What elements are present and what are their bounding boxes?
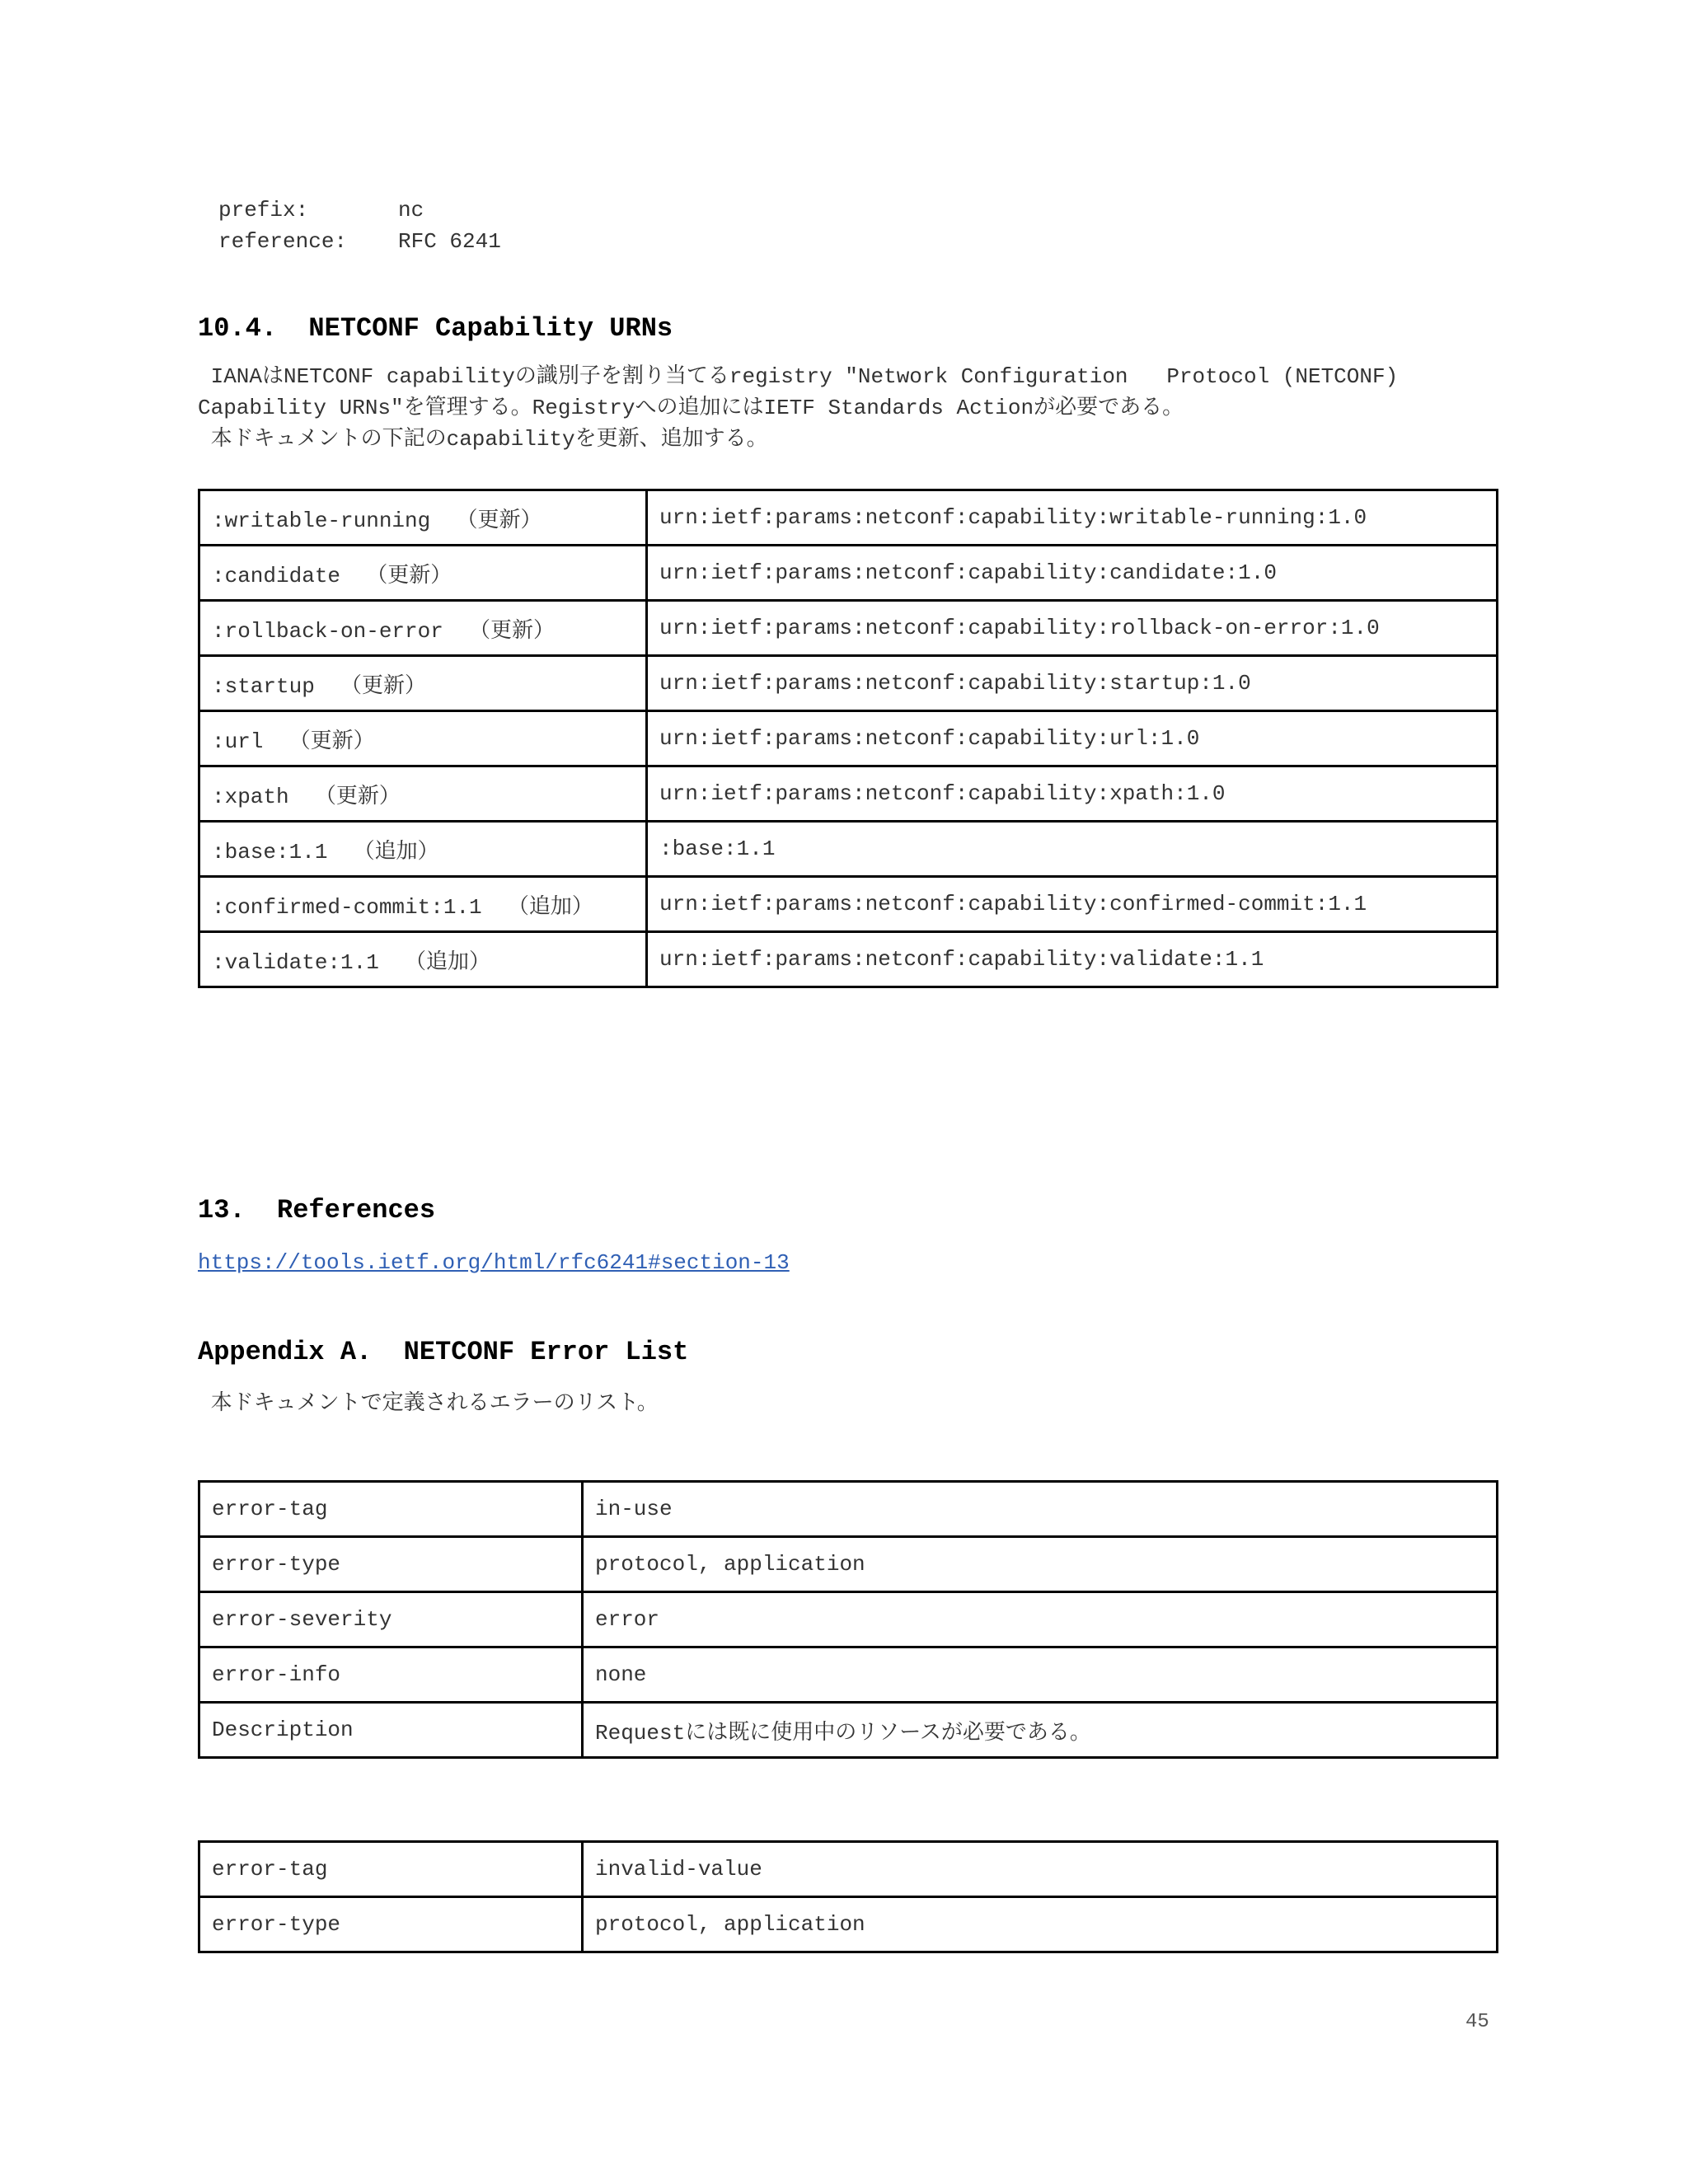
capability-urn-cell: urn:ietf:params:netconf:capability:xpath:1.0 — [647, 766, 1498, 822]
error-key-cell: error-info — [199, 1647, 583, 1703]
capability-name-cell: :rollback-on-error （更新） — [199, 601, 647, 656]
error-value-cell: error — [583, 1592, 1498, 1647]
error-value-cell: protocol, application — [583, 1897, 1498, 1952]
capability-table — [198, 489, 1498, 988]
table-row — [199, 1482, 1498, 1537]
error-key-cell: error-type — [199, 1537, 583, 1592]
table-row — [199, 822, 1498, 877]
error-key-cell: error-tag — [199, 1482, 583, 1537]
error-key-cell: error-severity — [199, 1592, 583, 1647]
prefix-value: nc — [398, 198, 424, 223]
error-value-cell: protocol, application — [583, 1537, 1498, 1592]
error-key-cell: Description — [199, 1703, 583, 1758]
table-row — [199, 1537, 1498, 1592]
table-row — [199, 932, 1498, 987]
table-row — [199, 1703, 1498, 1758]
references-link[interactable]: https://tools.ietf.org/html/rfc6241#section-13 — [198, 1250, 790, 1275]
section-10-4-paragraph-line-2: Capability URNs"を管理する。Registryへの追加にはIETF Standards Actionが必要である。 — [198, 396, 1184, 420]
section-heading-10-4: 10.4. NETCONF Capability URNs — [198, 313, 673, 344]
error-value-cell: in-use — [583, 1482, 1498, 1537]
error-key-cell: error-tag — [199, 1842, 583, 1897]
capability-urn-cell: urn:ietf:params:netconf:capability:candidate:1.0 — [647, 546, 1498, 601]
capability-name-cell: :validate:1.1 （追加） — [199, 932, 647, 987]
reference-value: RFC 6241 — [398, 229, 501, 254]
table-row — [199, 656, 1498, 711]
section-heading-13: 13. References — [198, 1195, 436, 1226]
table-row — [199, 490, 1498, 546]
capability-name-cell: :candidate （更新） — [199, 546, 647, 601]
section-10-4-paragraph-line-1: IANAはNETCONF capabilityの識別子を割り当てるregistry "Network Configuration Protocol (NETCONF) — [198, 364, 1399, 389]
error-table-in-use — [198, 1480, 1498, 1759]
capability-urn-cell: urn:ietf:params:netconf:capability:url:1.0 — [647, 711, 1498, 766]
error-value-cell: invalid-value — [583, 1842, 1498, 1897]
section-10-4-paragraph-line-3: 本ドキュメントの下記のcapabilityを更新、追加する。 — [198, 427, 768, 452]
appendix-a-intro: 本ドキュメントで定義されるエラーのリスト。 — [198, 1391, 659, 1416]
capability-name-cell: :url （更新） — [199, 711, 647, 766]
capability-urn-cell: urn:ietf:params:netconf:capability:validate:1.1 — [647, 932, 1498, 987]
table-row — [199, 711, 1498, 766]
table-row — [199, 1842, 1498, 1897]
error-key-cell: error-type — [199, 1897, 583, 1952]
appendix-a-heading: Appendix A. NETCONF Error List — [198, 1337, 689, 1367]
table-row — [199, 1897, 1498, 1952]
capability-urn-cell: :base:1.1 — [647, 822, 1498, 877]
capability-urn-cell: urn:ietf:params:netconf:capability:confirmed-commit:1.1 — [647, 877, 1498, 932]
table-row — [199, 1647, 1498, 1703]
capability-name-cell: :writable-running （更新） — [199, 490, 647, 546]
table-row — [199, 766, 1498, 822]
capability-name-cell: :xpath （更新） — [199, 766, 647, 822]
capability-urn-cell: urn:ietf:params:netconf:capability:writable-running:1.0 — [647, 490, 1498, 546]
page-number: 45 — [1465, 2011, 1489, 2033]
table-row — [199, 546, 1498, 601]
error-value-cell: none — [583, 1647, 1498, 1703]
capability-name-cell: :base:1.1 （追加） — [199, 822, 647, 877]
table-row — [199, 601, 1498, 656]
prefix-label: prefix: — [218, 198, 309, 223]
table-row — [199, 877, 1498, 932]
capability-urn-cell: urn:ietf:params:netconf:capability:startup:1.0 — [647, 656, 1498, 711]
capability-name-cell: :startup （更新） — [199, 656, 647, 711]
capability-urn-cell: urn:ietf:params:netconf:capability:rollback-on-error:1.0 — [647, 601, 1498, 656]
capability-name-cell: :confirmed-commit:1.1 （追加） — [199, 877, 647, 932]
error-table-invalid-value — [198, 1840, 1498, 1953]
reference-label: reference: — [218, 229, 348, 254]
error-value-cell: Requestには既に使用中のリソースが必要である。 — [583, 1703, 1498, 1758]
table-row — [199, 1592, 1498, 1647]
